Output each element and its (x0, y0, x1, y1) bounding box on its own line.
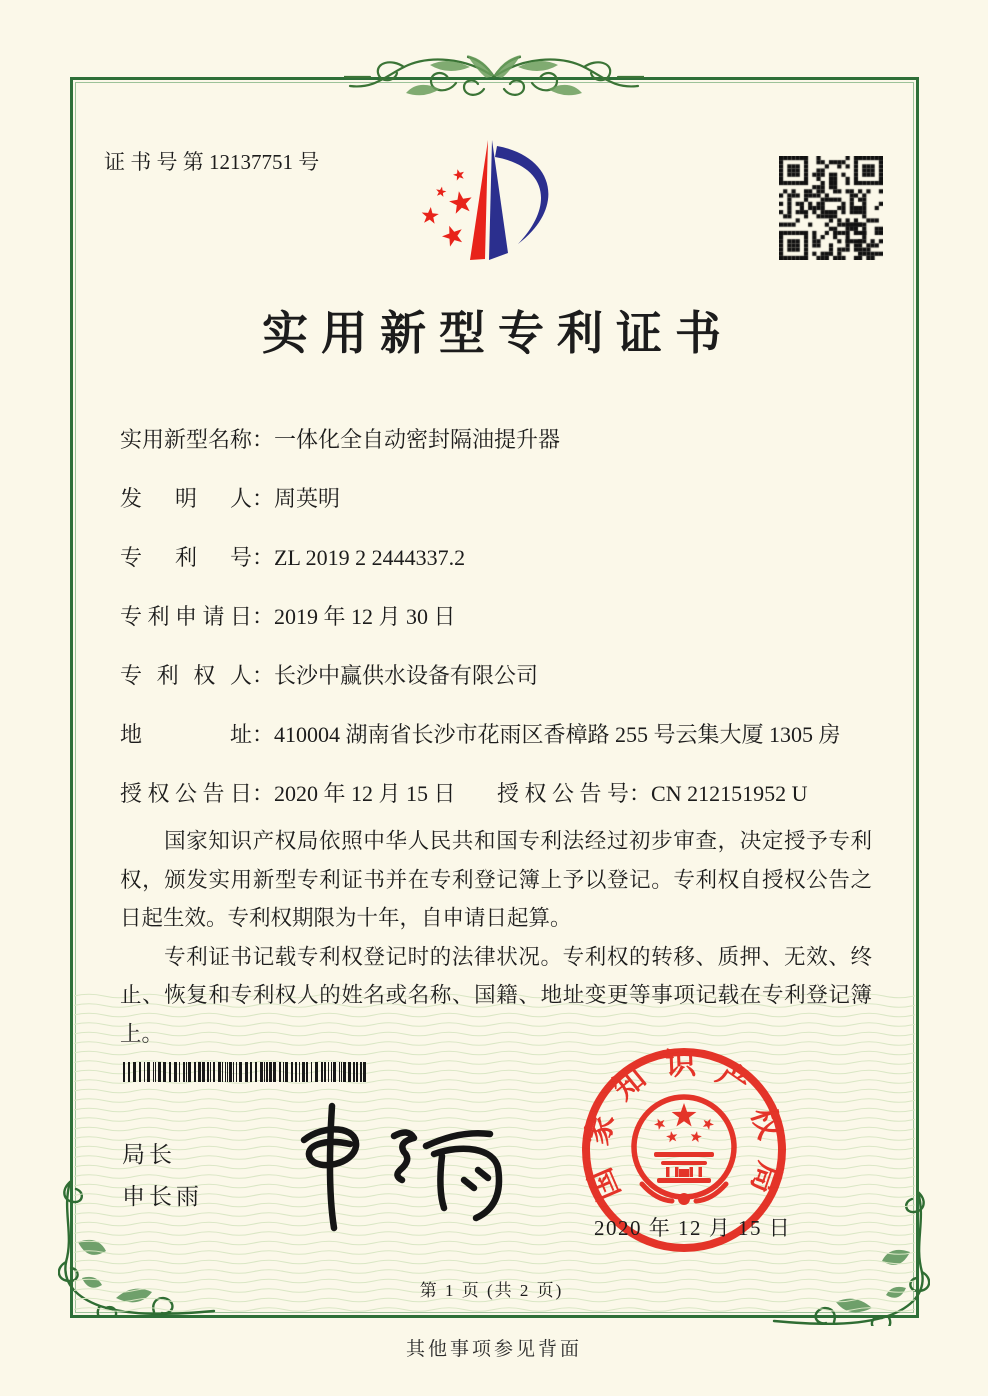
logo-cone-red (470, 140, 488, 260)
field-value: 周英明 (274, 486, 341, 511)
field-colon: ： (252, 545, 275, 570)
field-value: 2020 年 12 月 15 日 (274, 781, 456, 806)
field-label: 实用新型名称 (120, 427, 253, 452)
director-title: 局长 (122, 1142, 176, 1167)
field-row-grant-date (120, 777, 456, 808)
field-row-patentee (120, 659, 538, 690)
field-row-address (120, 718, 841, 749)
bottom-right-flourish-ornament (772, 1190, 930, 1326)
field-row-filing-date (120, 600, 456, 631)
seal-date: 2020 年 12 月 15 日 (594, 1216, 792, 1240)
field-colon: ： (252, 604, 275, 629)
back-side-note: 其他事项参见背面 (405, 1339, 582, 1360)
legal-paragraph-2: 专利证书记载专利权登记时的法律状况。专利权的转移、质押、无效、终止、恢复和专利权人的姓名或名称、国籍、地址变更等事项记载在专利登记簿上。 (120, 944, 872, 1046)
top-flourish-ornament (344, 49, 644, 107)
certificate-title: 实用新型专利证书 (262, 308, 734, 359)
field-value: 一体化全自动密封隔油提升器 (274, 427, 561, 452)
director-signature (266, 1098, 516, 1233)
barcode (123, 1062, 370, 1082)
page-number: 第 1 页 (共 2 页) (419, 1281, 564, 1300)
field-row-grant-no (497, 777, 807, 808)
qr-code (779, 156, 883, 260)
field-label: 专利申请日 (120, 604, 252, 629)
legal-paragraph-1: 国家知识产权局依照中华人民共和国专利法经过初步审查，决定授予专利权，颁发实用新型专利证书并在专利登记簿上予以登记。专利权自授权公告之日起生效。专利权期限为十年，自申请日起算。 (120, 829, 872, 930)
field-row-name (120, 423, 560, 454)
field-colon: ： (252, 663, 275, 688)
field-label: 发明人 (120, 486, 252, 511)
field-label: 授权公告日 (120, 781, 252, 806)
field-label: 授权公告号 (497, 781, 629, 806)
logo-stars (422, 169, 472, 246)
field-label: 专利权人 (120, 663, 252, 688)
field-colon: ： (629, 781, 652, 806)
field-label: 地址 (120, 722, 252, 747)
cnipa-patent-logo-icon (418, 136, 570, 264)
field-label: 专利号 (120, 545, 252, 570)
field-value: 2019 年 12 月 30 日 (274, 604, 456, 629)
seal-ring-text: 国家知识产权局 (579, 1045, 788, 1206)
legal-text-block (120, 822, 872, 1053)
seal-national-emblem (634, 1097, 734, 1205)
field-value: 长沙中赢供水设备有限公司 (274, 663, 539, 688)
director-block (122, 1134, 203, 1218)
field-value: ZL 2019 2 2444337.2 (274, 545, 466, 570)
certificate-number: 证 书 号 第 12137751 号 (104, 150, 320, 174)
field-colon: ： (252, 722, 275, 747)
field-value: CN 212151952 U (651, 781, 808, 806)
field-row-inventor (120, 482, 340, 513)
field-value: 410004 湖南省长沙市花雨区香樟路 255 号云集大厦 1305 房 (274, 722, 841, 747)
field-colon: ： (252, 427, 275, 452)
field-colon: ： (252, 486, 275, 511)
field-colon: ： (252, 781, 275, 806)
field-row-patent-no (120, 541, 465, 572)
director-name: 申长雨 (122, 1184, 203, 1209)
